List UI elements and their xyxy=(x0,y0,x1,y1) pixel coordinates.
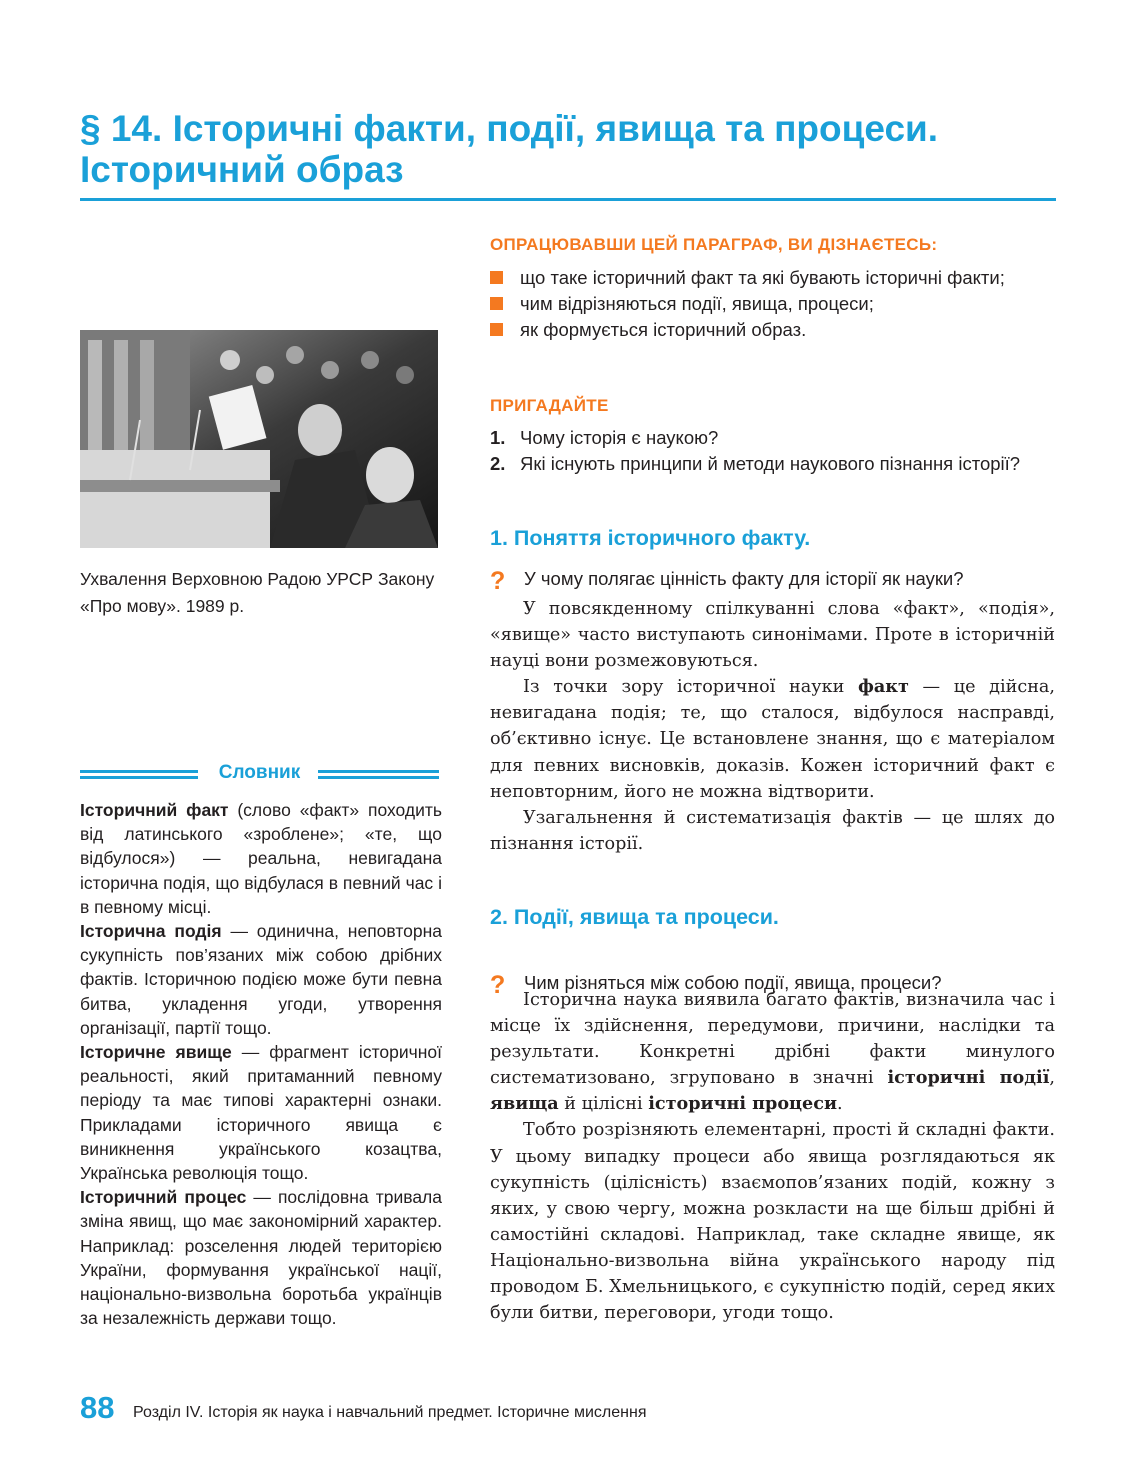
glossary-entry xyxy=(80,919,442,1040)
list-item xyxy=(490,425,1038,451)
paragraph: Узагальнення й систематизація фактів — це шлях до пізнання історії. xyxy=(490,807,1055,854)
title-line-2: Історичний образ xyxy=(80,149,404,190)
question-mark-icon: ? xyxy=(490,567,506,595)
list-item xyxy=(490,291,1030,317)
glossary-definition: — послідовна тривала зміна явищ, що має закономірний характер. Наприклад: розселення людей територією України, формування української нації, національно-визвольна боротьба українців за незалежність держави тощо. xyxy=(80,1187,442,1329)
glossary-entry xyxy=(80,798,442,919)
recall-heading: ПРИГАДАЙТЕ xyxy=(490,396,609,415)
text-run: Із точки зору історичної науки xyxy=(523,677,858,698)
title-line-1: § 14. Історичні факти, події, явища та процеси. xyxy=(80,108,939,149)
question-text: Чим різняться між собою події, явища, процеси? xyxy=(524,972,942,993)
orange-square-icon xyxy=(490,297,503,310)
glossary-definition: (слово «факт» походить від латинського «зроблене»; «те, що відбулося») — реальна, невигадана історична подія, що відбулася в певний час і в певному місці. xyxy=(80,800,442,917)
text-run: й цілісні xyxy=(558,1094,649,1115)
paragraph xyxy=(490,987,1055,1117)
bold-term: історичні процеси xyxy=(648,1093,838,1115)
bold-term: історичні події xyxy=(887,1067,1050,1089)
list-item xyxy=(490,317,1030,343)
item-number: 1. xyxy=(490,427,506,448)
item-number: 2. xyxy=(490,452,506,474)
section-1-heading: 1. Поняття історичного факту. xyxy=(490,526,811,550)
list-item xyxy=(490,451,1038,477)
list-item-text: як формується історичний образ. xyxy=(520,318,807,340)
learn-heading: ОПРАЦЮВАВШИ ЦЕЙ ПАРАГРАФ, ВИ ДІЗНАЄТЕСЬ: xyxy=(490,235,938,254)
bold-term: явища xyxy=(490,1093,559,1115)
list-item-text: чим відрізняються події, явища, процеси; xyxy=(520,292,874,314)
text-run: Історична наука виявила багато фактів, визначила час і місце їх здійснення, передумови, причини, наслідки та результати. Конкретні дрібні факти минулого систематизовано, згруповано в значні xyxy=(490,990,1055,1089)
glossary-title: Словник xyxy=(218,762,301,783)
recall-list xyxy=(490,425,1038,477)
glossary-term: Історична подія xyxy=(80,921,222,942)
learn-list xyxy=(490,265,1030,342)
glossary-entry xyxy=(80,1040,442,1185)
list-item-text: Які існують принципи й методи наукового пізнання історії? xyxy=(520,452,1021,474)
section-1-question xyxy=(490,566,1084,595)
page-title xyxy=(80,108,1060,190)
list-item-text: що таке історичний факт та які бувають історичні факти; xyxy=(520,267,1005,288)
historical-photo xyxy=(80,330,438,548)
glossary-definition: — фрагмент історичної реальності, який притаманний певному періоду та має типові характерні ознаки. Прикладами історичного явища є виникнення українського козацтва, Українська революція тощо. xyxy=(80,1042,443,1184)
photo-caption: Ухвалення Верховною Радою УРСР Закону «Про мову». 1989 р. xyxy=(80,569,435,616)
paragraph: У повсякденному спілкуванні слова «факт», «подія», «явище» часто виступають синонімами. Проте в історичній науці вони розмежовуються. xyxy=(490,599,1055,672)
question-text: У чому полягає цінність факту для історії як науки? xyxy=(524,568,964,589)
glossary-header xyxy=(80,764,439,786)
section-1-body xyxy=(490,596,1055,857)
glossary xyxy=(80,798,442,1330)
text-run: — це дійсна, невигадана подія; те, що сталося, відбулося насправді, об’єктивно існує. Це встановлене знання, що є матеріалом для певних висновків, доказів. Кожен історичний факт є неповторним, його не можна відтворити. xyxy=(490,677,1055,802)
paragraph xyxy=(490,674,1055,804)
paragraph: Тобто розрізняють елементарні, прості й складні факти. У цьому випадку процеси або явища розглядаються як сукупність (цілісність) взаємопов’язаних подій, кожну з яких, у свою чергу, можна розкласти на ще більш дрібні й самостійні складові. Наприклад, таке складне явище, як Національно-визвольна війна українського народу під проводом Б. Хмельницького, є сукупністю подій, серед яких були битви, переговори, угоди тощо. xyxy=(490,1120,1055,1324)
title-divider xyxy=(80,198,1056,201)
chapter-title: Розділ IV. Історія як наука і навчальний предмет. Історичне мислення xyxy=(133,1404,647,1421)
section-2-body xyxy=(490,987,1055,1326)
glossary-definition: — одинична, неповторна сукупність пов’язаних між собою дрібних фактів. Історичною подією може бути певна битва, укладення угоди, утворення організації, партії тощо. xyxy=(80,921,443,1038)
bold-term: факт xyxy=(857,676,909,698)
glossary-term: Історичне явище xyxy=(80,1042,232,1063)
glossary-term: Історичний факт xyxy=(80,800,229,820)
orange-square-icon xyxy=(490,271,503,284)
glossary-term: Історичний процес xyxy=(80,1187,247,1208)
question-mark-icon: ? xyxy=(490,971,506,999)
page-number: 88 xyxy=(80,1390,115,1425)
text-run: , xyxy=(1049,1068,1055,1089)
orange-square-icon xyxy=(490,323,503,336)
list-item-text: Чому історія є наукою? xyxy=(520,427,719,448)
text-run: . xyxy=(837,1094,843,1115)
photo-image-icon xyxy=(80,330,438,548)
section-2-heading: 2. Події, явища та процеси. xyxy=(490,905,779,929)
list-item xyxy=(490,265,1030,291)
glossary-entry xyxy=(80,1185,442,1330)
